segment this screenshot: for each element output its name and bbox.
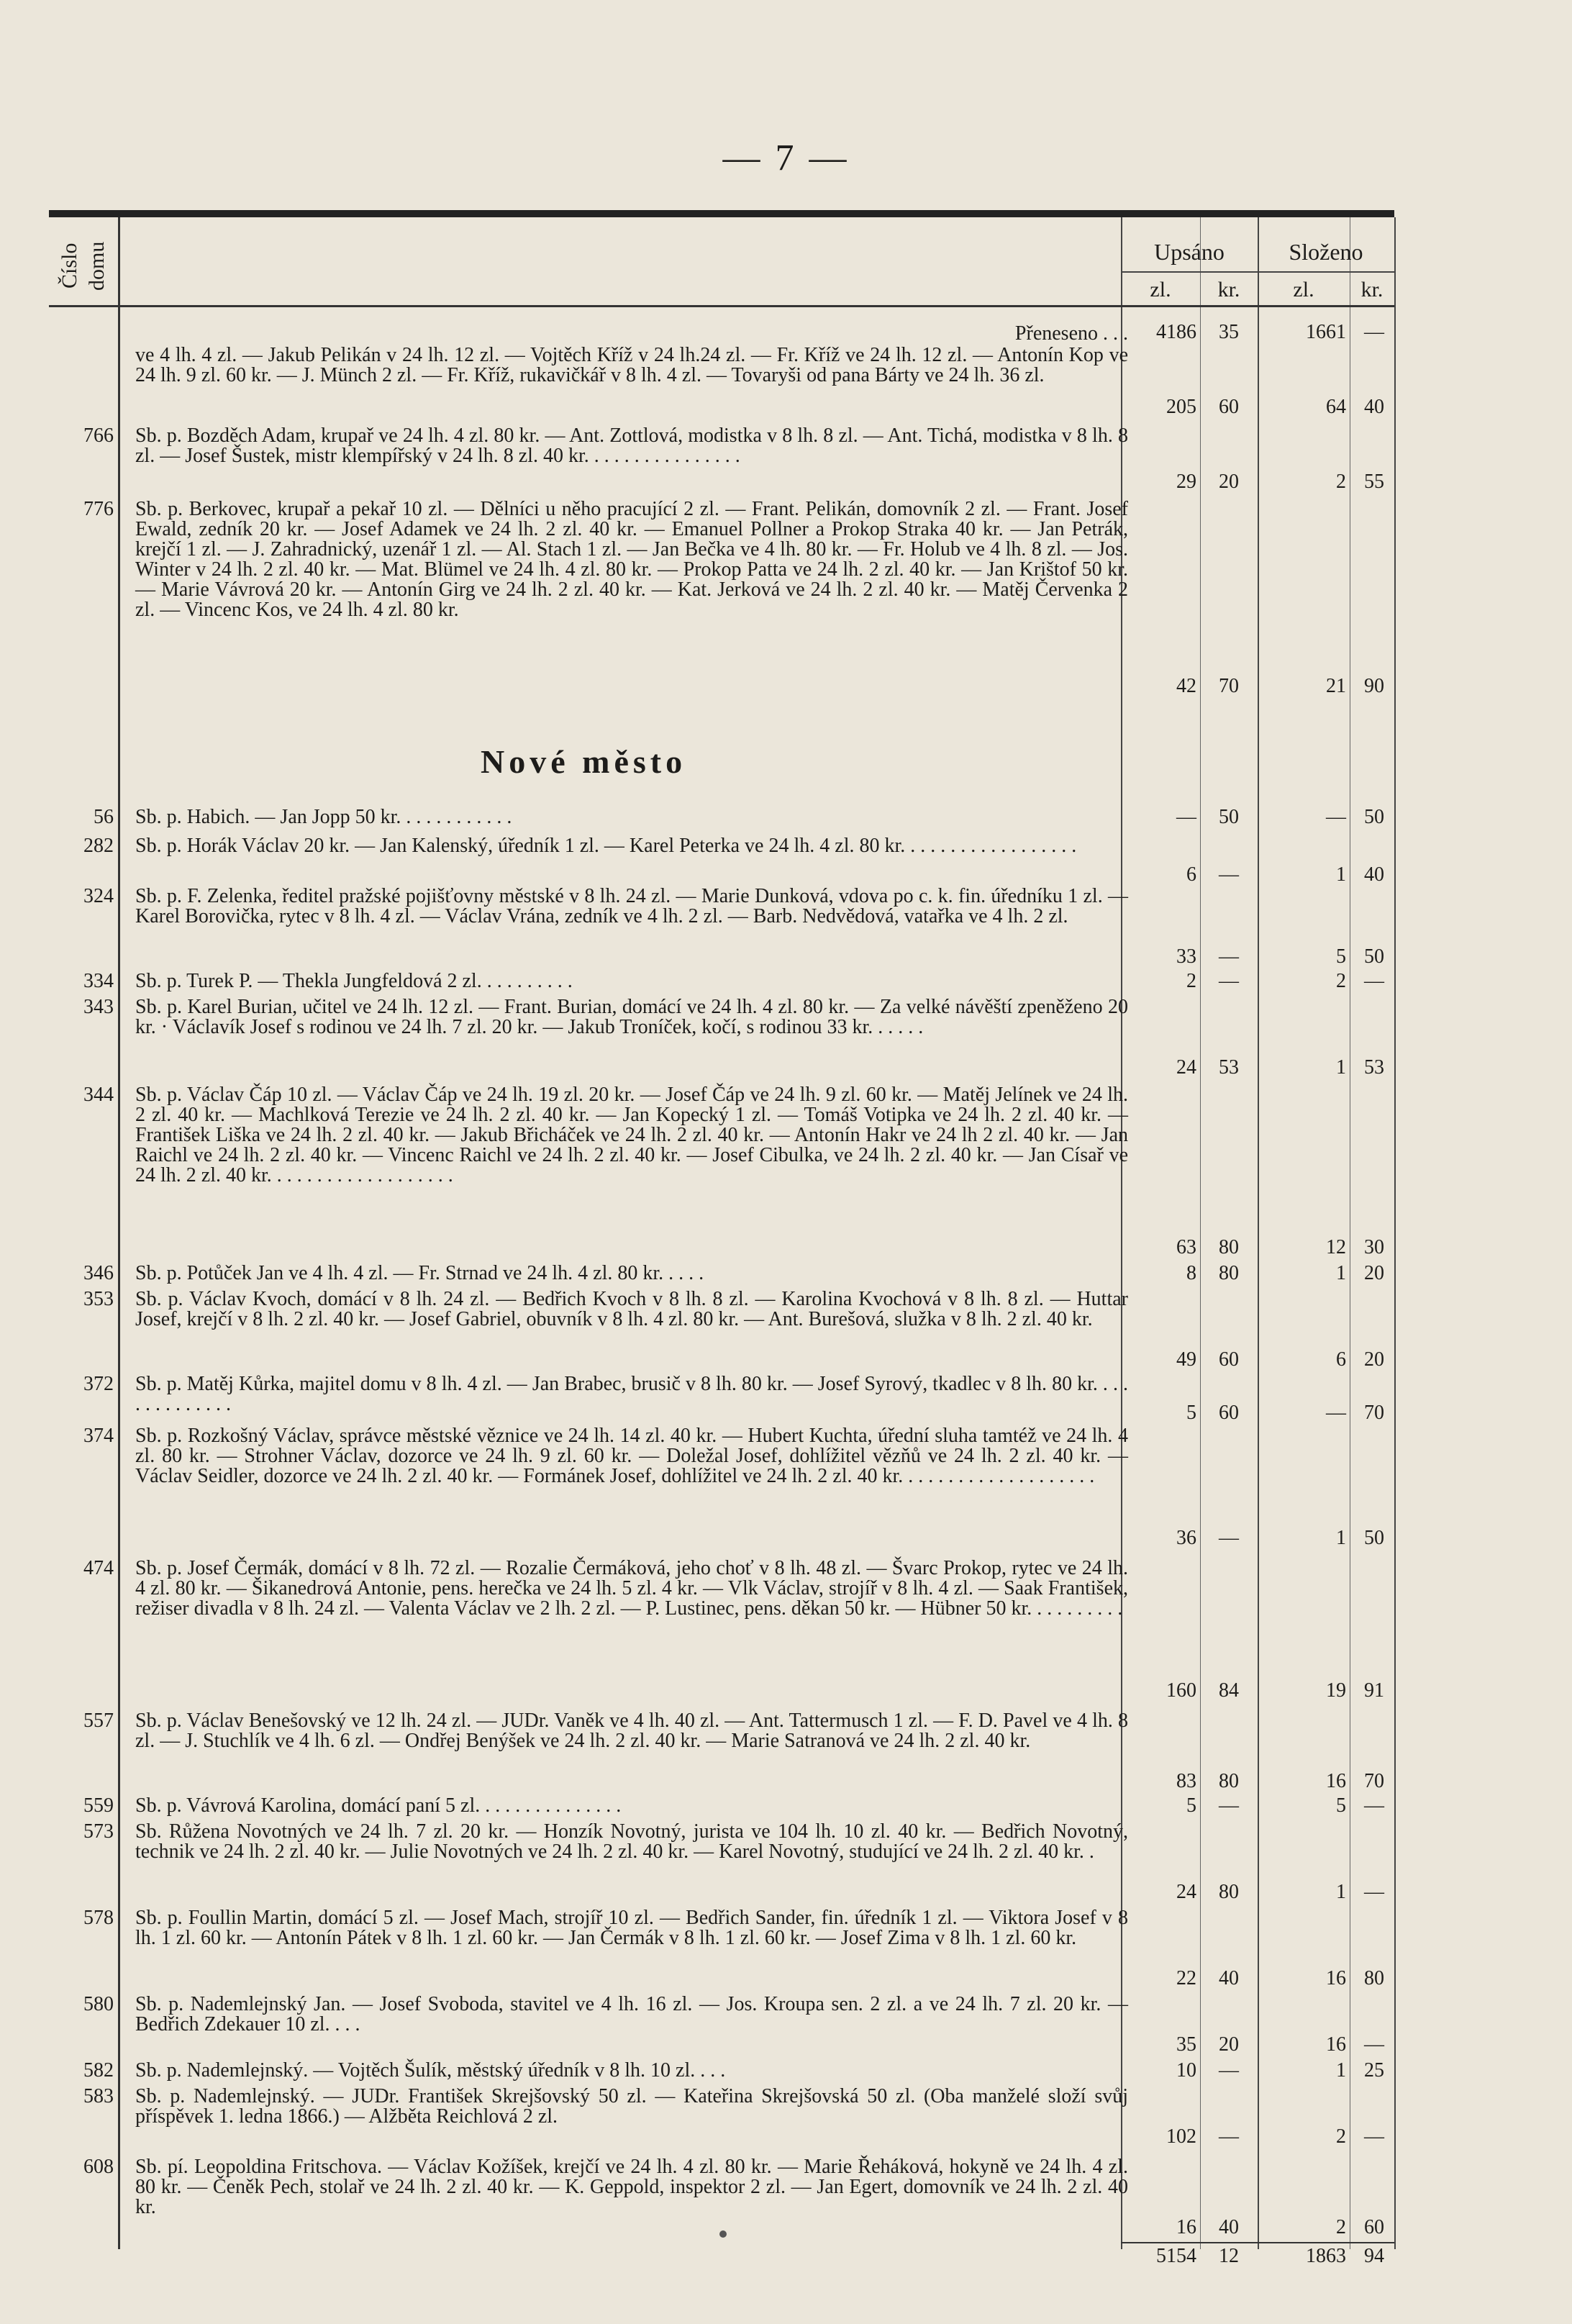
entry-upsano-zl: 2 <box>1186 970 1196 992</box>
entry-slozeno-zl: 2 <box>1336 970 1346 992</box>
entry-text: Sb. Růžena Novotných ve 24 lh. 7 zl. 20 kr. — Honzík Novotný, jurista ve 104 lh. 10 zl. 40 kr. — Bedřich Novotný, technik ve 24 lh. 2 zl. 40 kr. — Julie Novotných ve 24 lh. 2 zl. 40 kr. — Karel Novotný, studující ve 24 lh. 2 zl. 40 kr. . <box>135 1820 1128 1863</box>
entry-upsano-zl: 8 <box>1186 1262 1196 1284</box>
entry-upsano-zl: 16 <box>1176 2216 1196 2238</box>
entry-slozeno-kr: 60 <box>1364 2216 1384 2238</box>
entry-house-number: 559 <box>83 1794 114 1817</box>
entry-upsano-zl: 102 <box>1166 2125 1196 2148</box>
entry-slozeno-kr: 55 <box>1364 471 1384 493</box>
section-title-nove-mesto: Nové město <box>481 743 687 780</box>
entry-text: Sb. p. Horák Václav 20 kr. — Jan Kalenský, úředník 1 zl. — Karel Peterka ve 24 lh. 4 zl. 80 kr. . . . . . . . . . . . . . . . . . <box>135 835 1077 857</box>
entry-upsano-zl: 42 <box>1176 675 1196 697</box>
entry-upsano-kr: — <box>1219 863 1239 886</box>
entry-house-number: 582 <box>83 2059 114 2082</box>
total-upsano-zl: 5154 <box>1156 2245 1196 2267</box>
entry-slozeno-kr: — <box>1364 1794 1384 1817</box>
entry-upsano-zl: 5 <box>1186 1794 1196 1817</box>
entry-slozeno-zl: 16 <box>1326 2033 1346 2056</box>
entry-slozeno-zl: 2 <box>1336 2125 1346 2148</box>
entry-slozeno-kr: 91 <box>1364 1679 1384 1702</box>
carried-forward-row <box>49 322 1394 345</box>
carried-label: Přeneseno . . . <box>1014 322 1128 345</box>
entry-slozeno-zl: — <box>1326 806 1346 828</box>
entry-upsano-zl: 35 <box>1176 2033 1196 2056</box>
entry-house-number: 374 <box>83 1425 114 1447</box>
entry-upsano-zl: 10 <box>1176 2059 1196 2082</box>
entry-slozeno-kr: 20 <box>1364 1262 1384 1284</box>
entry-slozeno-kr: — <box>1364 2125 1384 2148</box>
entry-upsano-kr: 80 <box>1219 1881 1239 1903</box>
entry-upsano-kr: 53 <box>1219 1056 1239 1079</box>
entry-house-number: 766 <box>83 425 114 447</box>
entry-upsano-kr: 80 <box>1219 1262 1239 1284</box>
entry-upsano-zl: 205 <box>1166 396 1196 418</box>
entry-text: Sb. p. Václav Čáp 10 zl. — Václav Čáp ve 24 lh. 19 zl. 20 kr. — Josef Čáp ve 24 lh. 9 zl. 60 kr. — Matěj Jelínek ve 24 lh. 2 zl. 40 kr. — Machlková Terezie ve 24 lh. 2 zl. 40 kr. — Jan Kopecký 1 zl. — Tomáš Votipka ve 24 lh. 2 zl. 40 kr. — František Liška ve 24 lh. 2 zl. 40 kr. — Jakub Břicháček ve 24 lh. 2 zl. 40 kr. — Antonín Hakr ve 24 lh 2 zl. 40 kr. — Jan Raichl ve 24 lh. 2 zl. 40 kr. — Vincenc Raichl ve 24 lh. 2 zl. 40 kr. — Josef Cibulka, ve 24 lh. 2 zl. 40 kr. — Jan Císař ve 24 lh. 2 zl. 40 kr. . . . . . . . . . . . . . . . . . . <box>135 1084 1128 1186</box>
header-upsano: Upsáno <box>1154 239 1225 265</box>
entry-slozeno-zl: 1 <box>1336 1881 1346 1903</box>
entry-text: Sb. p. F. Zelenka, ředitel pražské pojišťovny městské v 8 lh. 24 zl. — Marie Dunková, vdova po c. k. fin. úředníku 1 zl. — Karel Borovička, rytec v 8 lh. 4 zl. — Václav Vrána, zedník ve 4 lh. 2 zl. — Barb. Nedvědová, vatařka ve 4 lh. 2 zl. <box>135 885 1128 927</box>
entry-slozeno-kr: 90 <box>1364 675 1384 697</box>
entry-slozeno-kr: — <box>1364 2033 1384 2056</box>
entry-slozeno-zl: 2 <box>1336 471 1346 493</box>
header-upsano-zl: zl. <box>1150 278 1171 301</box>
entry-slozeno-zl: 12 <box>1326 1236 1346 1258</box>
entry-slozeno-kr: — <box>1364 1881 1384 1903</box>
entry-text: Sb. p. Nademlejnský Jan. — Josef Svoboda, stavitel ve 4 lh. 16 zl. — Jos. Kroupa sen. 2 zl. a ve 24 lh. 7 zl. 20 kr. — Bedřich Zdekauer 10 zl. . . . <box>135 1993 1128 2035</box>
entry-house-number: 56 <box>94 806 114 828</box>
entry-upsano-kr: — <box>1219 1794 1239 1817</box>
entry-slozeno-zl: 1 <box>1336 1262 1346 1284</box>
entry-text: Sb. p. Berkovec, krupař a pekař 10 zl. — Dělníci u něho pracující 2 zl. — Frant. Pelikán, domovník 2 zl. — Frant. Josef Ewald, zedník 20 kr. — Josef Adamek ve 24 lh. 2 zl. 40 kr. — Emanuel Pollner a Prokop Straka 40 kr. — Jan Petrák, krejčí 1 zl. — J. Zahradnický, uzenář 1 zl. — Al. Stach 1 zl. — Jan Bečka ve 4 lh. 80 kr. — Fr. Holub ve 4 lh. 8 zl. — Jos. Winter v 24 lh. 2 zl. 40 kr. — Mat. Blümel ve 24 lh. 4 zl. 80 kr. — Prokop Patta ve 24 lh. 2 zl. 40 kr. — Jan Krištof 50 kr. — Marie Vávrová 20 kr. — Antonín Girg ve 24 lh. 2 zl. 40 kr. — Kat. Jerková ve 24 lh. 2 zl. 40 kr. — Matěj Červenka 2 zl. — Vincenc Kos, ve 24 lh. 4 zl. 80 kr. <box>135 498 1128 621</box>
entry-upsano-kr: 40 <box>1219 2216 1239 2238</box>
entry-upsano-zl: 160 <box>1166 1679 1196 1702</box>
entry-slozeno-zl: 21 <box>1326 675 1346 697</box>
entry-text: Sb. p. Karel Burian, učitel ve 24 lh. 12 zl. — Frant. Burian, domácí ve 24 lh. 4 zl. 80 kr. — Za velké návěští zpeněženo 20 kr. · Václavík Josef s rodinou ve 24 lh. 7 zl. 20 kr. — Jakub Troníček, kočí, s rodinou 33 kr. . . . . . <box>135 996 1128 1038</box>
header-upsano-kr: kr. <box>1217 278 1240 301</box>
entry-slozeno-zl: 19 <box>1326 1679 1346 1702</box>
entry-upsano-kr: — <box>1219 1527 1239 1549</box>
entry-upsano-kr: — <box>1219 945 1239 968</box>
entry-text: Sb. pí. Leopoldina Fritschova. — Václav Kožíšek, krejčí ve 24 lh. 4 zl. 80 kr. — Marie Řeháková, hokyně ve 24 lh. 4 zl. 80 kr. — Čeněk Pech, stolař ve 24 lh. 2 zl. 40 kr. — K. Geppold, inspektor 2 zl. — Jan Egert, domovník ve 24 lh. 2 zl. 40 kr. <box>135 2156 1128 2218</box>
entry-slozeno-kr: 70 <box>1364 1402 1384 1424</box>
carried-slozeno-zl: 1661 <box>1306 321 1346 343</box>
header-rule <box>49 305 1394 307</box>
entry-slozeno-kr: 53 <box>1364 1056 1384 1079</box>
entry-upsano-zl: 24 <box>1176 1881 1196 1903</box>
rule-right <box>1394 217 1396 2249</box>
entry-upsano-kr: 50 <box>1219 806 1239 828</box>
page-number: — 7 — <box>722 137 850 178</box>
entry-upsano-kr: — <box>1219 2125 1239 2148</box>
entry-slozeno-zl: 2 <box>1336 2216 1346 2238</box>
entry-house-number: 334 <box>83 970 114 992</box>
entry-text: Sb. p. Josef Čermák, domácí v 8 lh. 72 zl. — Rozalie Čermáková, jeho choť v 8 lh. 48 zl. — Švarc Prokop, rytec ve 24 lh. 4 zl. 80 kr. — Šikanedrová Antonie, pens. herečka ve 24 lh. 5 zl. 4 kr. — Vlk Václav, strojíř v 8 lh. 4 zl. — Saak František, režiser divadla v 8 lh. 24 zl. — Valenta Václav ve 2 lh. 2 zl. — P. Lustinec, pens. děkan 50 kr. — Hübner 50 kr. . . . . . . . . . <box>135 1557 1128 1620</box>
entry-slozeno-zl: 64 <box>1326 396 1346 418</box>
entry-slozeno-kr: 80 <box>1364 1967 1384 1989</box>
entry-slozeno-zl: 16 <box>1326 1967 1346 1989</box>
header-slozeno-zl: zl. <box>1293 278 1314 301</box>
entry-slozeno-kr: 50 <box>1364 1527 1384 1549</box>
entry-text: Sb. p. Vávrová Karolina, domácí paní 5 zl. . . . . . . . . . . . . . . <box>135 1794 622 1817</box>
entry-slozeno-zl: 1 <box>1336 1527 1346 1549</box>
entry-text: Sb. p. Rozkošný Václav, správce městské věznice ve 24 lh. 14 zl. 40 kr. — Hubert Kuchta, úřední sluha tamtéž ve 24 lh. 4 zl. 80 kr. — Strohner Václav, dozorce ve 24 lh. 9 zl. 60 kr. — Doležal Josef, dohlížitel vězňů ve 24 lh. 2 zl. 40 kr. — Václav Seidler, dozorce ve 24 lh. 2 zl. 40 kr. — Formánek Josef, dohlížitel ve 24 lh. 2 zl. 40 kr. . . . . . . . . . . . . . . . . . . . <box>135 1425 1128 1487</box>
entry-upsano-zl: — <box>1176 806 1196 828</box>
entry-upsano-zl: 6 <box>1186 863 1196 886</box>
entry-house-number: 344 <box>83 1084 114 1106</box>
header-house-number: Číslo domu <box>58 241 109 291</box>
entry-slozeno-zl: — <box>1326 1402 1346 1424</box>
entry-upsano-kr: — <box>1219 2059 1239 2082</box>
entry-upsano-kr: 70 <box>1219 675 1239 697</box>
carried-upsano-kr: 35 <box>1219 321 1239 343</box>
entry-slozeno-zl: 5 <box>1336 945 1346 968</box>
entry-house-number: 776 <box>83 498 114 520</box>
entry-upsano-kr: 60 <box>1219 1348 1239 1371</box>
entry-upsano-kr: 60 <box>1219 1402 1239 1424</box>
ledger-table <box>49 210 1394 2267</box>
entry-slozeno-zl: 5 <box>1336 1794 1346 1817</box>
ledger-body <box>49 311 1394 2267</box>
total-upsano-kr: 12 <box>1219 2245 1239 2267</box>
entry-house-number: 583 <box>83 2085 114 2107</box>
header-slozeno: Složeno <box>1289 239 1363 265</box>
entry-house-number: 343 <box>83 996 114 1018</box>
total-slozeno-zl: 1863 <box>1306 2245 1346 2267</box>
entry-house-number: 580 <box>83 1993 114 2015</box>
entry-house-number: 346 <box>83 1262 114 1284</box>
entry-text: Sb. p. Foullin Martin, domácí 5 zl. — Josef Mach, strojíř 10 zl. — Bedřich Sander, fin. úředník 1 zl. — Viktora Josef v 8 lh. 1 zl. 60 kr. — Antonín Pátek v 8 lh. 1 zl. 60 kr. — Jan Čermák v 8 lh. 1 zl. 60 kr. — Josef Zima v 8 lh. 1 zl. 60 kr. <box>135 1907 1128 1949</box>
entry-upsano-zl: 36 <box>1176 1527 1196 1549</box>
entry-text: Sb. p. Václav Benešovský ve 12 lh. 24 zl. — JUDr. Vaněk ve 4 lh. 40 zl. — Ant. Tattermusch 1 zl. — F. D. Pavel ve 4 lh. 8 zl. — J. Stuchlík ve 4 lh. 6 zl. — Ondřej Benýšek ve 24 lh. 2 zl. 40 kr. — Marie Satranová ve 24 lh. 2 zl. 40 kr. <box>135 1710 1128 1752</box>
entry-text: Sb. p. Nademlejnský. — Vojtěch Šulík, městský úředník v 8 lh. 10 zl. . . . <box>135 2059 726 2082</box>
entry-house-number: 282 <box>83 835 114 857</box>
entry-text: Sb. p. Matěj Kůrka, majitel domu v 8 lh. 4 zl. — Jan Brabec, brusič v 8 lh. 80 kr. — Josef Syrový, tkadlec v 8 lh. 80 kr. . . . . . . . . . . . . . <box>135 1373 1128 1415</box>
entry-upsano-kr: 80 <box>1219 1236 1239 1258</box>
entry-text: Sb. p. Habich. — Jan Jopp 50 kr. . . . . . . . . . . . <box>135 806 512 828</box>
entry-slozeno-kr: 50 <box>1364 945 1384 968</box>
entry-slozeno-kr: 20 <box>1364 1348 1384 1371</box>
entry-text: ve 4 lh. 4 zl. — Jakub Pelikán v 24 lh. 12 zl. — Vojtěch Kříž v 24 lh.24 zl. — Fr. Kříž ve 24 lh. 12 zl. — Antonín Kop ve 24 lh. 9 zl. 60 kr. — J. Münch 2 zl. — Fr. Kříž, rukavičkář v 8 lh. 4 zl. — Tovaryši od pana Bárty ve 24 lh. 36 zl. <box>135 344 1128 386</box>
entry-slozeno-kr: 25 <box>1364 2059 1384 2082</box>
entry-house-number: 353 <box>83 1288 114 1310</box>
entry-house-number: 372 <box>83 1373 114 1395</box>
entry-house-number: 324 <box>83 885 114 907</box>
entry-upsano-zl: 22 <box>1176 1967 1196 1989</box>
entry-upsano-zl: 33 <box>1176 945 1196 968</box>
total-slozeno-kr: 94 <box>1364 2245 1384 2267</box>
entry-slozeno-zl: 16 <box>1326 1770 1346 1792</box>
entry-upsano-zl: 24 <box>1176 1056 1196 1079</box>
entry-upsano-kr: 40 <box>1219 1967 1239 1989</box>
entry-house-number: 608 <box>83 2156 114 2178</box>
ink-dot <box>719 2230 727 2238</box>
entry-slozeno-kr: 70 <box>1364 1770 1384 1792</box>
entry-text: Sb. p. Nademlejnský. — JUDr. František Skrejšovský 50 zl. — Kateřina Skrejšovská 50 zl. (Oba manželé složí svůj příspěvek 1. ledna 1866.) — Alžběta Reichlová 2 zl. <box>135 2085 1128 2128</box>
entry-slozeno-zl: 6 <box>1336 1348 1346 1371</box>
entry-upsano-zl: 5 <box>1186 1402 1196 1424</box>
entry-text: Sb. p. Václav Kvoch, domácí v 8 lh. 24 zl. — Bedřich Kvoch v 8 lh. 8 zl. — Karolina Kvochová v 8 lh. 8 zl. — Huttar Josef, krejčí v 8 lh. 2 zl. 40 kr. — Josef Gabriel, obuvník v 8 lh. 4 zl. 80 kr. — Ant. Burešová, služka v 8 lh. 2 zl. 40 kr. <box>135 1288 1128 1330</box>
entry-slozeno-kr: 30 <box>1364 1236 1384 1258</box>
entry-slozeno-kr: 50 <box>1364 806 1384 828</box>
entry-upsano-kr: — <box>1219 970 1239 992</box>
totals-rule <box>1121 2242 1394 2243</box>
entry-upsano-kr: 84 <box>1219 1679 1239 1702</box>
entry-house-number: 474 <box>83 1557 114 1579</box>
entry-slozeno-kr: 40 <box>1364 396 1384 418</box>
entry-upsano-zl: 29 <box>1176 471 1196 493</box>
entry-house-number: 578 <box>83 1907 114 1929</box>
entry-text: Sb. p. Turek P. — Thekla Jungfeldová 2 zl. . . . . . . . . . <box>135 970 573 992</box>
carried-upsano-zl: 4186 <box>1156 321 1196 343</box>
entry-upsano-kr: 80 <box>1219 1770 1239 1792</box>
entry-house-number: 557 <box>83 1710 114 1732</box>
entry-house-number: 573 <box>83 1820 114 1843</box>
entry-slozeno-zl: 1 <box>1336 1056 1346 1079</box>
entry-upsano-zl: 63 <box>1176 1236 1196 1258</box>
entry-text: Sb. p. Potůček Jan ve 4 lh. 4 zl. — Fr. Strnad ve 24 lh. 4 zl. 80 kr. . . . . <box>135 1262 704 1284</box>
entry-slozeno-kr: — <box>1364 970 1384 992</box>
header-slozeno-kr: kr. <box>1360 278 1384 301</box>
entry-upsano-zl: 83 <box>1176 1770 1196 1792</box>
entry-upsano-kr: 60 <box>1219 396 1239 418</box>
entry-upsano-kr: 20 <box>1219 471 1239 493</box>
carried-slozeno-kr: — <box>1364 321 1384 343</box>
entry-slozeno-zl: 1 <box>1336 863 1346 886</box>
entry-text: Sb. p. Bozděch Adam, krupař ve 24 lh. 4 zl. 80 kr. — Ant. Zottlová, modistka v 8 lh. 8 zl. — Ant. Tichá, modistka v 8 lh. 8 zl. — Josef Šustek, mistr klempířský v 24 lh. 8 zl. 40 kr. . . . . . . . . . . . . . . . <box>135 425 1128 467</box>
entry-upsano-kr: 20 <box>1219 2033 1239 2056</box>
entry-slozeno-zl: 1 <box>1336 2059 1346 2082</box>
entry-slozeno-kr: 40 <box>1364 863 1384 886</box>
entry-upsano-zl: 49 <box>1176 1348 1196 1371</box>
header-subrule <box>1121 271 1394 273</box>
